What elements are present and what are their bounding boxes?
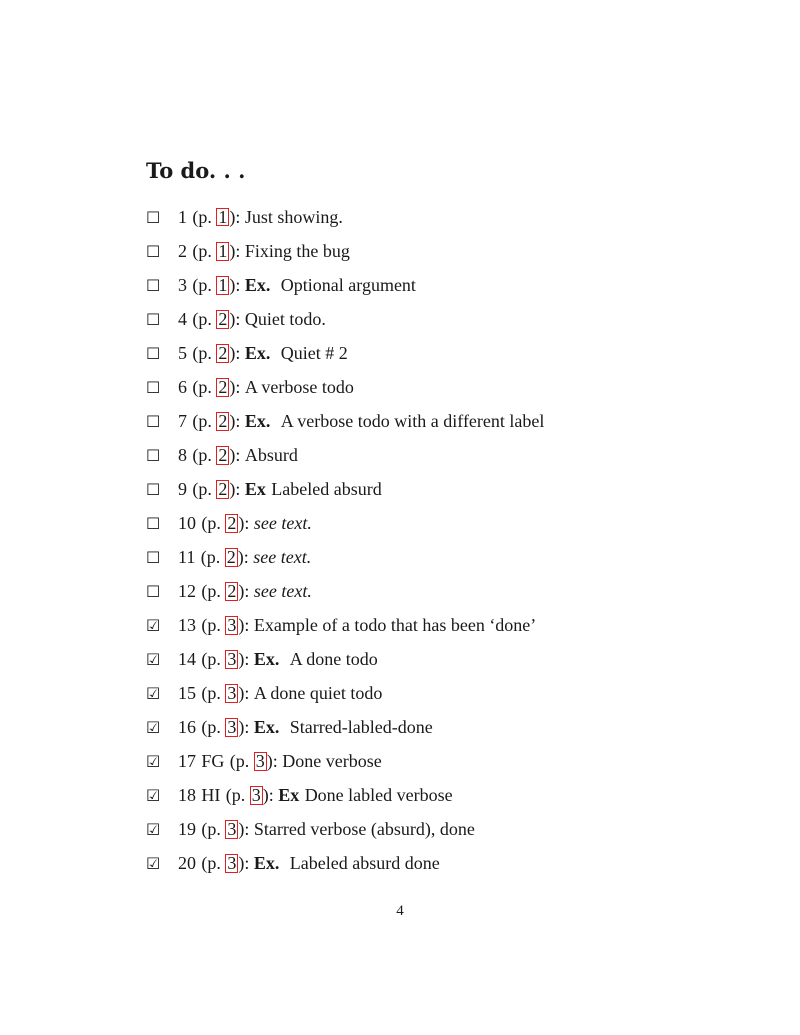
todo-text: Just showing. — [244, 206, 343, 227]
todo-text: Optional argument — [280, 274, 416, 295]
todo-text: Starred-labled-done — [289, 717, 433, 738]
todo-text: Fixing the bug — [244, 240, 350, 261]
page-number: 4 — [396, 903, 404, 919]
todo-item: ☐ 6 (p. 2 ): A verbose todo — [146, 376, 354, 397]
todo-item: ☐ 8 (p. 2 ): Absurd — [146, 444, 298, 465]
checked-box-icon: ☑ — [146, 650, 161, 670]
todo-prefix: Ex. — [244, 274, 271, 295]
todo-number: 8 — [178, 444, 187, 465]
todo-text: Example of a todo that has been ‘done’ — [253, 615, 537, 636]
page-reference-link[interactable]: 1 — [218, 206, 228, 227]
todo-text: see text. — [253, 581, 312, 602]
todo-prefix: Ex. — [253, 649, 280, 670]
todo-text: see text. — [253, 512, 312, 533]
todo-item: ☐ 11 (p. 2 ): see text. — [146, 546, 312, 568]
todo-text: Labeled absurd — [271, 478, 382, 499]
page-reference-link[interactable]: 2 — [218, 478, 228, 499]
todo-number: 15 — [178, 683, 196, 704]
unchecked-box-icon: ☐ — [146, 547, 161, 567]
todo-item: ☑ 13 (p. 3 ): Example of a todo that has been ‘done’ — [146, 615, 537, 636]
todo-number: 6 — [178, 376, 187, 397]
todo-number: 14 — [178, 649, 196, 670]
todo-text: Done verbose — [282, 751, 382, 772]
checked-box-icon: ☑ — [146, 718, 161, 738]
checked-box-icon: ☑ — [146, 752, 161, 772]
page-reference-link[interactable]: 2 — [218, 410, 228, 431]
page-reference-link[interactable]: 2 — [227, 581, 237, 602]
todo-text: Labeled absurd done — [289, 853, 440, 874]
page-reference-link[interactable]: 3 — [251, 785, 261, 806]
unchecked-box-icon: ☐ — [146, 445, 161, 465]
todo-item: ☑ 15 (p. 3 ): A done quiet todo — [146, 683, 383, 704]
todo-number: 17 — [178, 751, 196, 772]
todo-item: ☐ 9 (p. 2 ): Ex Labeled absurd — [146, 478, 382, 499]
checked-box-icon: ☑ — [146, 786, 161, 806]
todo-text: Starred verbose (absurd), done — [253, 819, 475, 840]
todo-prefix: Ex. — [244, 410, 271, 431]
todo-item: ☐ 10 (p. 2 ): see text. — [146, 512, 312, 533]
todo-text: Done labled verbose — [304, 785, 453, 806]
todo-text: Quiet # 2 — [280, 342, 348, 363]
todo-text: A verbose todo with a different label — [280, 410, 545, 431]
unchecked-box-icon: ☐ — [146, 309, 161, 329]
todo-item: ☐ 1 (p. 1 ): Just showing. — [146, 206, 343, 227]
todo-item: ☑ 19 (p. 3 ): Starred verbose (absurd), done — [146, 819, 475, 840]
todo-list — [146, 200, 766, 881]
todo-number: 16 — [178, 717, 196, 738]
todo-number: 4 — [178, 308, 187, 329]
todo-item: ☐ 4 (p. 2 ): Quiet todo. — [146, 308, 326, 329]
todo-number: 19 — [178, 819, 196, 840]
page-reference-link[interactable]: 2 — [218, 376, 228, 397]
todo-item: ☐ 2 (p. 1 ): Fixing the bug — [146, 240, 350, 261]
checked-box-icon: ☑ — [146, 616, 161, 636]
todo-item: ☑ 14 (p. 3 ): Ex. A done todo — [146, 649, 378, 670]
page-reference-link[interactable]: 2 — [227, 513, 237, 533]
unchecked-box-icon: ☐ — [146, 241, 161, 261]
todo-number: 7 — [178, 410, 187, 431]
todo-item: ☑ 16 (p. 3 ): Ex. Starred-labled-done — [146, 717, 433, 738]
page-reference-link[interactable]: 2 — [218, 342, 228, 363]
page-reference-link[interactable]: 2 — [218, 444, 228, 465]
page-reference-link[interactable]: 1 — [218, 274, 228, 295]
page-reference-link[interactable]: 3 — [227, 819, 237, 840]
todo-text: A verbose todo — [244, 376, 354, 397]
checked-box-icon: ☑ — [146, 684, 161, 704]
todo-item: ☐ 12 (p. 2 ): see text. — [146, 581, 312, 602]
page-reference-link[interactable]: 3 — [227, 615, 237, 636]
todo-prefix: Ex. — [253, 853, 280, 874]
todo-number: 9 — [178, 478, 187, 499]
page-reference-link[interactable]: 3 — [227, 717, 237, 738]
todo-number: 13 — [178, 615, 196, 636]
todo-number: 18 — [178, 785, 196, 806]
todo-prefix: Ex — [244, 478, 266, 499]
todo-number: 11 — [178, 546, 196, 567]
todo-item: ☑ 18 HI (p. 3 ): Ex Done labled verbose — [146, 785, 453, 806]
todo-number: 10 — [178, 512, 196, 533]
todo-text: A done todo — [289, 649, 378, 670]
checked-box-icon: ☑ — [146, 854, 161, 874]
todo-item: ☑ 17 FG (p. 3 ): Done verbose — [146, 751, 382, 772]
page-reference-link[interactable]: 3 — [255, 751, 265, 772]
todo-number: 5 — [178, 342, 187, 363]
page-reference-link[interactable]: 3 — [227, 853, 237, 874]
page-reference-link[interactable]: 3 — [227, 649, 237, 670]
todo-text: A done quiet todo — [253, 683, 383, 704]
unchecked-box-icon: ☐ — [146, 343, 161, 363]
unchecked-box-icon: ☐ — [146, 275, 161, 295]
unchecked-box-icon: ☐ — [146, 377, 161, 397]
todo-item: ☑ 20 (p. 3 ): Ex. Labeled absurd done — [146, 853, 440, 874]
unchecked-box-icon: ☐ — [146, 513, 161, 533]
unchecked-box-icon: ☐ — [146, 411, 161, 431]
todo-item: ☐ 5 (p. 2 ): Ex. Quiet # 2 — [146, 342, 348, 363]
page-reference-link[interactable]: 3 — [227, 683, 237, 704]
todo-text: see text. — [253, 546, 312, 567]
todo-tag: HI — [201, 785, 221, 806]
todo-item: ☐ 3 (p. 1 ): Ex. Optional argument — [146, 274, 416, 295]
page-reference-link[interactable]: 2 — [218, 308, 228, 329]
page-reference-link[interactable]: 1 — [218, 240, 228, 261]
todo-prefix: Ex — [278, 785, 300, 806]
todo-number: 1 — [178, 206, 187, 227]
unchecked-box-icon: ☐ — [146, 582, 161, 602]
todo-prefix: Ex. — [244, 342, 271, 363]
todo-tag: FG — [201, 751, 225, 772]
todo-number: 3 — [178, 274, 187, 295]
unchecked-box-icon: ☐ — [146, 207, 161, 227]
todo-item: ☐ 7 (p. 2 ): Ex. A verbose todo with a different label — [146, 410, 545, 431]
todo-text: Absurd — [244, 444, 298, 465]
todo-text: Quiet todo. — [244, 308, 326, 329]
todo-heading: To do. . . — [146, 158, 246, 183]
todo-prefix: Ex. — [253, 717, 280, 738]
todo-number: 12 — [178, 581, 196, 602]
unchecked-box-icon: ☐ — [146, 479, 161, 499]
checked-box-icon: ☑ — [146, 820, 161, 840]
todo-number: 20 — [178, 853, 196, 874]
todo-number: 2 — [178, 240, 187, 261]
page-reference-link[interactable]: 2 — [226, 547, 236, 568]
